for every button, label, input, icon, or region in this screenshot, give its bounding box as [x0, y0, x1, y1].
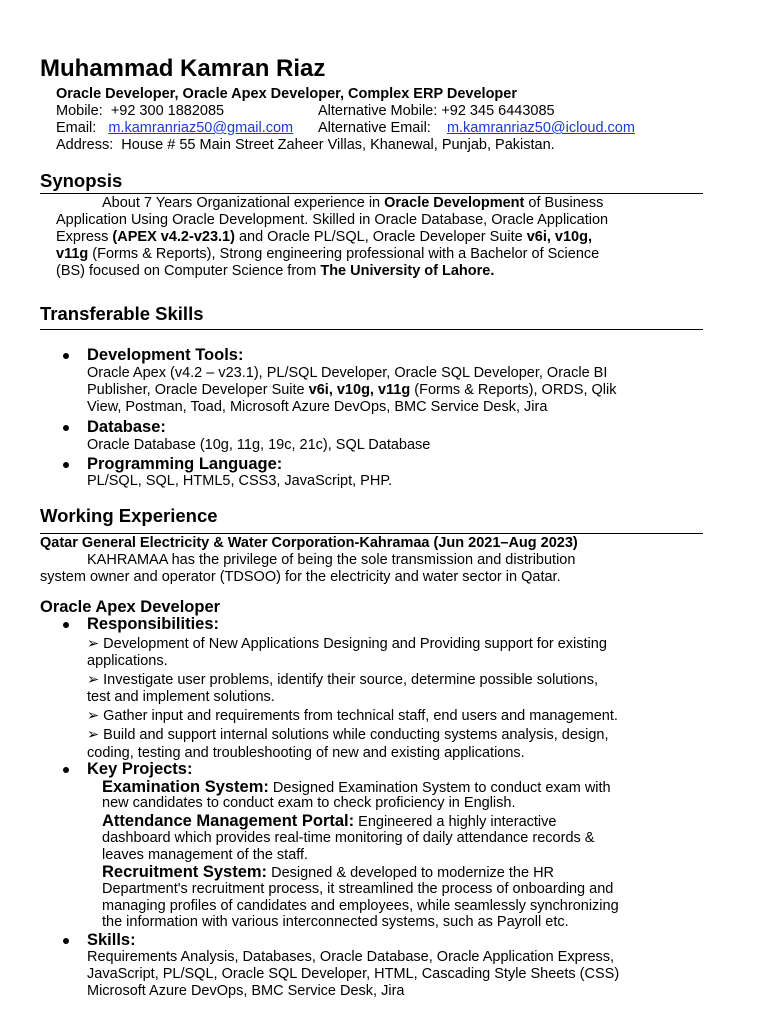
synopsis-bold: The University of Lahore. [320, 263, 495, 279]
synopsis-bold: (APEX v4.2-v23.1) [112, 229, 235, 245]
programming-line-1: PL/SQL, SQL, HTML5, CSS3, JavaScript, PHP. [87, 473, 393, 489]
project-text: Designed & developed to modernize the HR [267, 865, 555, 881]
resp-text: Development of New Applications Designing and Providing support for existing [103, 636, 607, 652]
dev-tools-line-1: Oracle Apex (v4.2 – v23.1), PL/SQL Developer, Oracle SQL Developer, Oracle BI [87, 365, 608, 381]
alt-email-link[interactable]: m.kamranriaz50@icloud.com [446, 120, 635, 136]
dev-tools-text: (Forms & Reports), ORDS, Qlik [410, 382, 617, 398]
bullet-icon [63, 938, 69, 944]
synopsis-bold: v6i, v10g, [526, 229, 592, 245]
synopsis-bold: Oracle Development [384, 195, 525, 211]
dev-tools-heading: Development Tools: [87, 346, 244, 364]
project-3-line-2: Department's recruitment process, it streamlined the process of onboarding and [102, 881, 614, 897]
email-link[interactable]: m.kamranriaz50@gmail.com [108, 120, 294, 136]
exp-skills-line-3: Microsoft Azure DevOps, BMC Service Desk, Jira [87, 983, 405, 999]
synopsis-bold: v11g [56, 246, 89, 262]
address-line [56, 137, 555, 154]
company-desc-line-2: system owner and operator (TDSOO) for the electricity and water sector in Qatar. [40, 569, 561, 585]
alt-mobile-value: +92 345 6443085 [441, 103, 555, 119]
responsibilities-heading: Responsibilities: [87, 615, 220, 633]
resp-2-line-1 [87, 672, 598, 689]
project-1-name: Examination System: [102, 778, 269, 796]
arrow-icon: ➢ [87, 672, 100, 688]
experience-heading: Working Experience [40, 505, 218, 526]
alt-mobile-label: Alternative Mobile: [318, 103, 438, 119]
synopsis-text: (BS) focused on Computer Science from [56, 263, 321, 279]
resp-1-line-2: applications. [87, 653, 168, 669]
exp-skills-line-1: Requirements Analysis, Databases, Oracle Database, Oracle Application Express, [87, 949, 615, 965]
address-label: Address: [56, 137, 114, 153]
synopsis-line-3 [56, 229, 592, 246]
synopsis-line-1 [102, 195, 603, 212]
database-line-1: Oracle Database (10g, 11g, 19c, 21c), SQL Database [87, 437, 431, 453]
alt-email-line [318, 120, 635, 137]
resp-1-line-1 [87, 636, 607, 653]
dev-tools-text: Publisher, Oracle Developer Suite [87, 382, 309, 398]
bullet-icon [63, 622, 69, 628]
candidate-name: Muhammad Kamran Riaz [40, 55, 326, 82]
company-line: Qatar General Electricity & Water Corporation-Kahramaa (Jun 2021–Aug 2023) [40, 535, 578, 551]
database-heading: Database: [87, 418, 166, 436]
exp-skills-heading: Skills: [87, 931, 136, 949]
programming-heading: Programming Language: [87, 455, 283, 473]
project-3-line-3: managing profiles of candidates and employees, while seamlessly synchronizing [102, 898, 619, 914]
synopsis-text: (Forms & Reports), Strong engineering professional with a Bachelor of Science [88, 246, 600, 262]
resp-text: Build and support internal solutions while conducting systems analysis, design, [103, 727, 609, 743]
bullet-icon [63, 767, 69, 773]
address-value: House # 55 Main Street Zaheer Villas, Khanewal, Punjab, Pakistan. [121, 137, 555, 153]
arrow-icon: ➢ [87, 708, 100, 724]
project-2-line-3: leaves management of the staff. [102, 847, 309, 863]
experience-divider [40, 533, 703, 534]
email-label: Email: [56, 120, 97, 136]
synopsis-line-2: Application Using Oracle Development. Skilled in Oracle Database, Oracle Application [56, 212, 609, 228]
resp-4-line-1 [87, 727, 609, 744]
role-title: Oracle Apex Developer [40, 598, 221, 616]
synopsis-text: Express [56, 229, 113, 245]
key-projects-heading: Key Projects: [87, 760, 193, 778]
mobile-label: Mobile: [56, 103, 103, 119]
roles-line: Oracle Developer, Oracle Apex Developer, Complex ERP Developer [56, 86, 517, 102]
bullet-icon [63, 353, 69, 359]
project-3-line-4: the information with various interconnected systems, such as Payroll etc. [102, 914, 569, 930]
synopsis-text: of Business [524, 195, 604, 211]
skills-divider [40, 329, 703, 330]
alt-email-label: Alternative Email: [318, 120, 431, 136]
resp-4-line-2: coding, testing and troubleshooting of new and existing applications. [87, 745, 525, 761]
exp-skills-line-2: JavaScript, PL/SQL, Oracle SQL Developer, HTML, Cascading Style Sheets (CSS) [87, 966, 620, 982]
mobile-value: +92 300 1882085 [110, 103, 225, 119]
mobile-line [56, 103, 224, 120]
project-2-line-1 [102, 812, 556, 831]
resp-3-line-1 [87, 708, 618, 725]
dev-tools-line-2 [87, 382, 616, 399]
dev-tools-bold: v6i, v10g, v11g [308, 382, 411, 398]
company-desc-line-1: KAHRAMAA has the privilege of being the sole transmission and distribution [87, 552, 576, 568]
resp-text: Investigate user problems, identify their source, determine possible solutions, [103, 672, 599, 688]
synopsis-line-4 [56, 246, 599, 263]
project-2-line-2: dashboard which provides real-time monitoring of daily attendance records & [102, 830, 595, 846]
project-1-line-2: new candidates to conduct exam to check proficiency in English. [102, 795, 516, 811]
dev-tools-line-3: View, Postman, Toad, Microsoft Azure DevOps, BMC Service Desk, Jira [87, 399, 548, 415]
synopsis-text: About 7 Years Organizational experience in [102, 195, 385, 211]
alt-mobile-line [318, 103, 555, 120]
arrow-icon: ➢ [87, 727, 100, 743]
synopsis-heading: Synopsis [40, 170, 123, 191]
project-2-name: Attendance Management Portal: [102, 812, 355, 830]
skills-heading: Transferable Skills [40, 303, 204, 324]
email-line [56, 120, 293, 137]
bullet-icon [63, 462, 69, 468]
project-3-name: Recruitment System: [102, 863, 268, 881]
arrow-icon: ➢ [87, 636, 100, 652]
resp-2-line-2: test and implement solutions. [87, 689, 275, 705]
synopsis-text: and Oracle PL/SQL, Oracle Developer Suite [234, 229, 527, 245]
resp-text: Gather input and requirements from technical staff, end users and management. [103, 708, 618, 724]
synopsis-divider [40, 193, 703, 194]
bullet-icon [63, 425, 69, 431]
project-3-line-1 [102, 863, 554, 882]
synopsis-line-5 [56, 263, 494, 280]
project-text: Engineered a highly interactive [354, 814, 557, 830]
project-text: Designed Examination System to conduct exam with [268, 780, 611, 796]
